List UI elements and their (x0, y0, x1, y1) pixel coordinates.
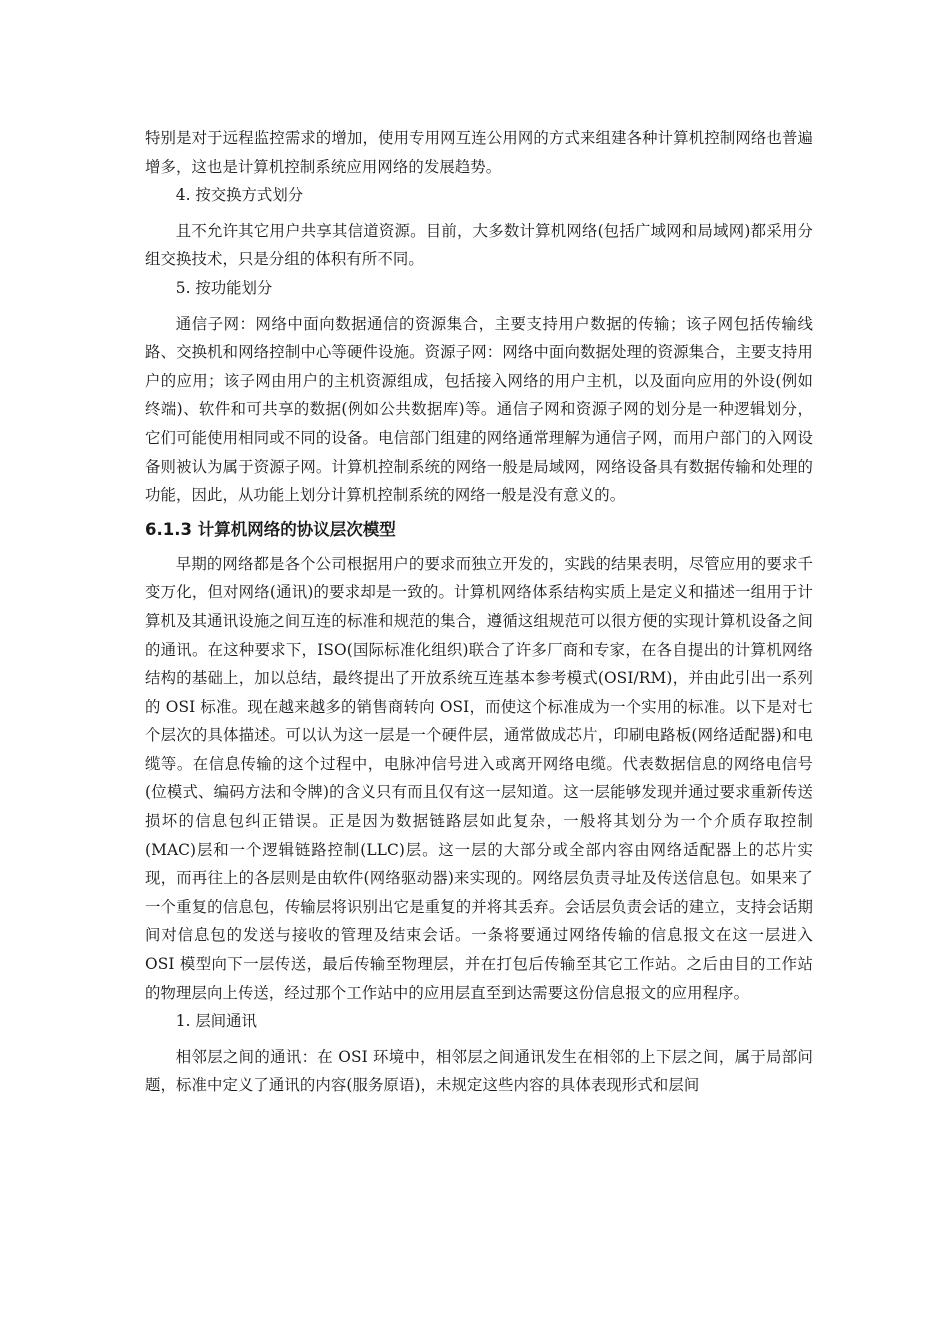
paragraph-osi-model: 早期的网络都是各个公司根据用户的要求而独立开发的，实践的结果表明，尽管应用的要求千变万化，但对网络(通讯)的要求却是一致的。计算机网络体系结构实质上是定义和描述一组用于计算机及其通讯设施之间互连的标准和规范的集合，遵循这组规范可以很方便的实现计算机设备之间的通讯。在这种要求下，ISO(国际标准化组织)联合了许多厂商和专家，在各自提出的计算机网络结构的基础上，加以总结，最终提出了开放系统互连基本参考模式(OSI/RM)，并由此引出一系列的 OSI 标准。现在越来越多的销售商转向 OSI，而使这个标准成为一个实用的标准。以下是对七个层次的具体描述。可以认为这一层是一个硬件层，通常做成芯片，印刷电路板(网络适配器)和电缆等。在信息传输的这个过程中，电脉冲信号进入或离开网络电缆。代表数据信息的网络电信号(位模式、编码方法和令牌)的含义只有而且仅有这一层知道。这一层能够发现并通过要求重新传送损坏的信息包纠正错误。正是因为数据链路层如此复杂，一般将其划分为一个介质存取控制(MAC)层和一个逻辑链路控制(LLC)层。这一层的大部分或全部内容由网络适配器上的芯片实现，而再往上的各层则是由软件(网络驱动器)来实现的。网络层负责寻址及传送信息包。如果来了一个重复的信息包，传输层将识别出它是重复的并将其丢弃。会话层负责会话的建立，支持会话期间对信息包的发送与接收的管理及结束会话。一条将要通过网络传输的信息报文在这一层进入 OSI 模型向下一层传送，最后传输至物理层，并在打包后传输至其它工作站。之后由目的工作站的物理层向上传送，经过那个工作站中的应用层直至到达需要这份信息报文的应用程序。 (145, 554, 813, 1002)
document-page (145, 124, 813, 1100)
paragraph-intro-continuation: 特别是对于远程监控需求的增加，使用专用网互连公用网的方式来组建各种计算机控制网络也普遍增多，这也是计算机控制系统应用网络的发展趋势。 (145, 129, 813, 176)
paragraph-interlayer: 相邻层之间的通讯：在 OSI 环境中，相邻层之间通讯发生在相邻的上下层之间，属于局部问题，标准中定义了通讯的内容(服务原语)，未规定这些内容的具体表现形式和层间 (145, 1047, 813, 1095)
paragraph-function: 通信子网：网络中面向数据通信的资源集合，主要支持用户数据的传输；该子网包括传输线路、交换机和网络控制中心等硬件设施。资源子网：网络中面向数据处理的资源集合，主要支持用户的应用；该子网由用户的主机资源组成，包括接入网络的用户主机，以及面向应用的外设(例如终端)、软件和可共享的数据(例如公共数据库)等。通信子网和资源子网的划分是一种逻辑划分，它们可能使用相同或不同的设备。电信部门组建的网络通常理解为通信子网，而用户部门的入网设备则被认为属于资源子网。计算机控制系统的网络一般是局域网，网络设备具有数据传输和处理的功能，因此，从功能上划分计算机控制系统的网络一般是没有意义的。 (145, 314, 813, 505)
list-heading-interlayer: 1. 层间通讯 (175, 1012, 257, 1031)
list-heading-switching: 4. 按交换方式划分 (175, 186, 304, 205)
section-heading: 6.1.3 计算机网络的协议层次模型 (145, 519, 396, 539)
list-heading-function: 5. 按功能划分 (175, 278, 273, 297)
paragraph-switching: 且不允许其它用户共享其信道资源。目前，大多数计算机网络(包括广域网和局域网)都采用分组交换技术，只是分组的体积有所不同。 (145, 221, 813, 269)
